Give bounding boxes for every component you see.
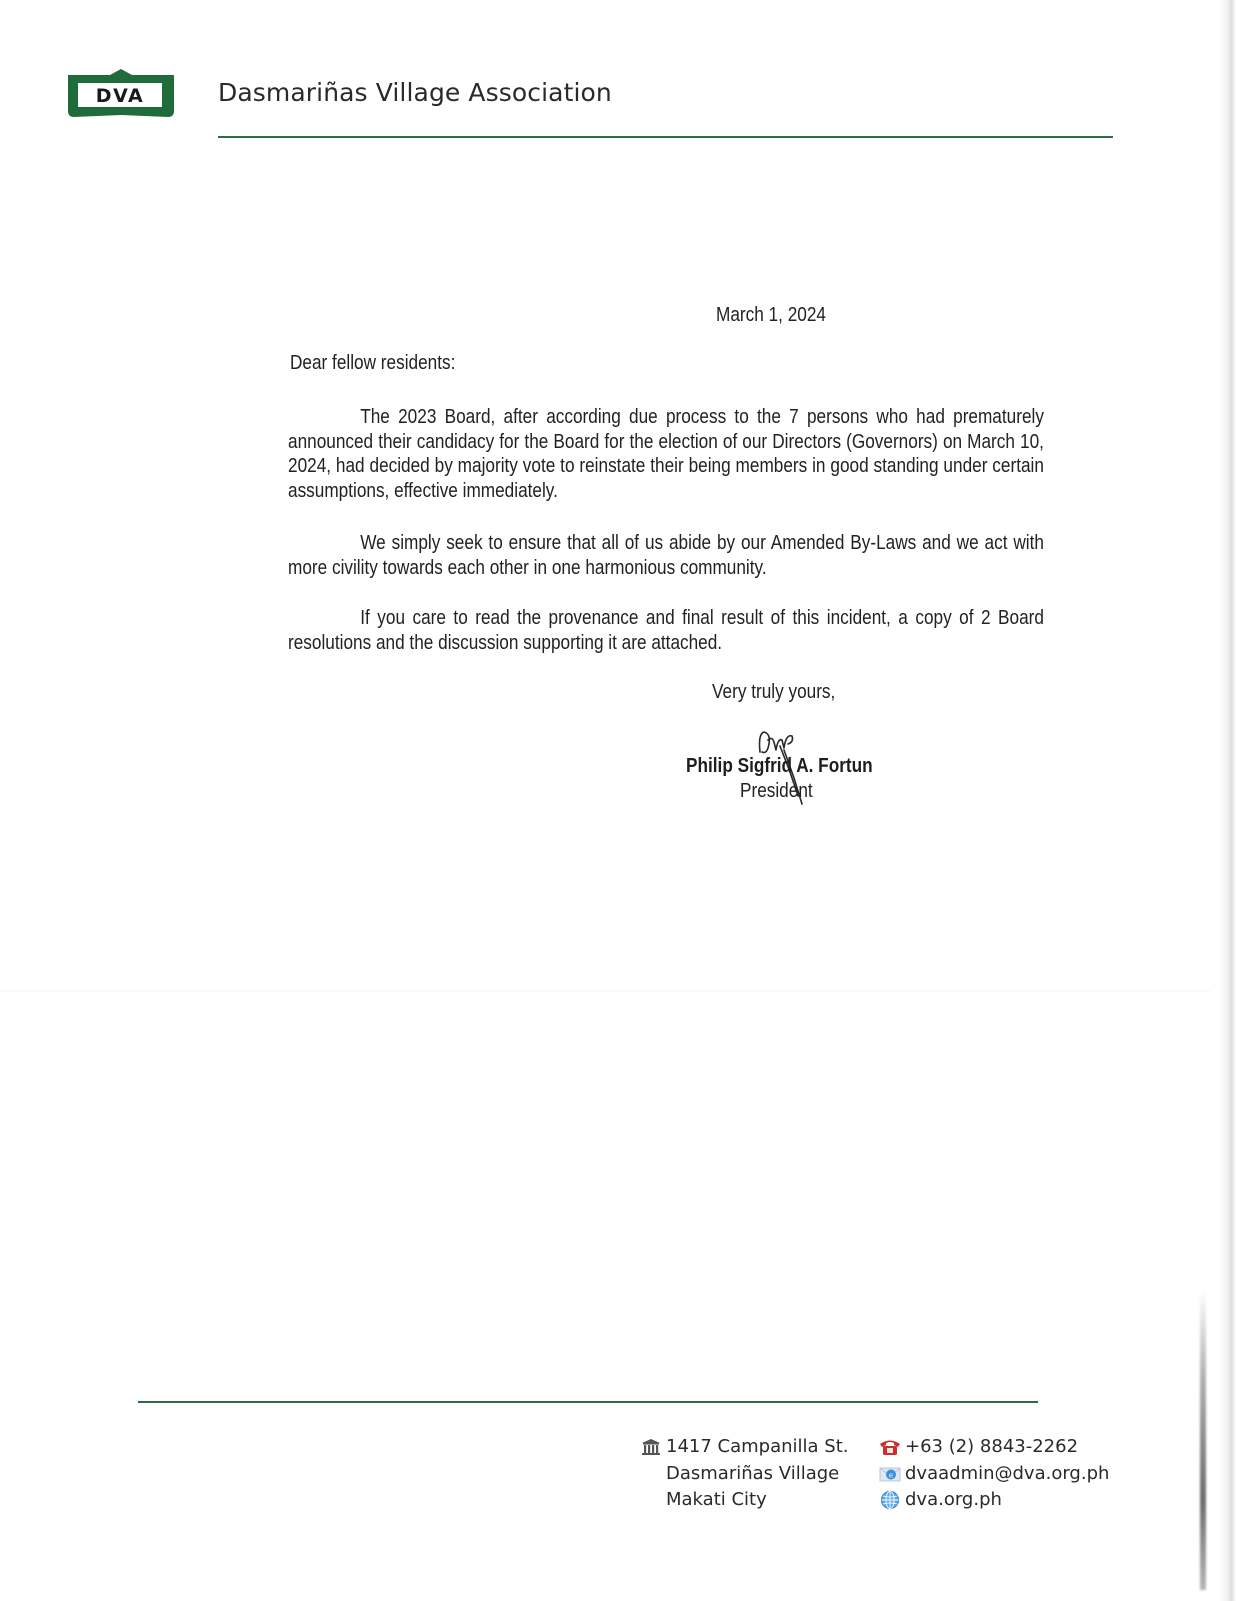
telephone-icon xyxy=(879,1438,901,1456)
footer-contact xyxy=(879,1434,1109,1514)
website-line[interactable] xyxy=(879,1487,1109,1514)
address-line-2 xyxy=(640,1461,849,1488)
letter-date: March 1, 2024 xyxy=(716,304,826,326)
scan-edge-shadow-dark xyxy=(1200,1290,1206,1590)
body-paragraph: The 2023 Board, after according due process to the 7 persons who had prematurely announced their candidacy for the Board for the election of our Directors (Governors) on March 10, 2024, had decided by majority vote to reinstate their being members in good standing under certain assumptions, effective immediately. xyxy=(288,406,1044,502)
svg-text:DVA: DVA xyxy=(95,85,145,107)
svg-text:e: e xyxy=(888,1471,894,1480)
city: Makati City xyxy=(666,1489,767,1510)
email-icon xyxy=(879,1465,901,1483)
email-address[interactable]: dvaadmin@dva.org.ph xyxy=(905,1462,1110,1484)
footer-address xyxy=(640,1434,849,1514)
street-address: 1417 Campanilla St. xyxy=(666,1436,849,1457)
salutation: Dear fellow residents: xyxy=(290,352,456,374)
email-line[interactable] xyxy=(879,1461,1109,1488)
address-line-1 xyxy=(640,1434,849,1461)
header-divider xyxy=(218,136,1113,138)
village: Dasmariñas Village xyxy=(666,1462,840,1484)
body-paragraph: We simply seek to ensure that all of us abide by our Amended By-Laws and we act with more civility towards each other in one harmonious community. xyxy=(288,532,1044,579)
globe-icon xyxy=(879,1491,901,1509)
scan-fold-line xyxy=(0,990,1210,992)
footer-divider xyxy=(138,1401,1038,1403)
signer-title: President xyxy=(740,780,813,802)
phone-line xyxy=(879,1434,1109,1461)
building-icon xyxy=(640,1438,662,1456)
body-paragraph: If you care to read the provenance and final result of this incident, a copy of 2 Board resolutions and the discussion supporting it are attached. xyxy=(288,607,1044,654)
website-link[interactable]: dva.org.ph xyxy=(905,1489,1002,1510)
dva-shield-icon xyxy=(66,69,176,119)
dva-logo xyxy=(66,69,176,119)
signer-name: Philip Sigfrid A. Fortun xyxy=(686,755,873,777)
address-line-3 xyxy=(640,1487,849,1514)
closing: Very truly yours, xyxy=(712,681,836,703)
phone-number: +63 (2) 8843-2262 xyxy=(905,1436,1079,1457)
organization-name: Dasmariñas Village Association xyxy=(218,78,612,107)
